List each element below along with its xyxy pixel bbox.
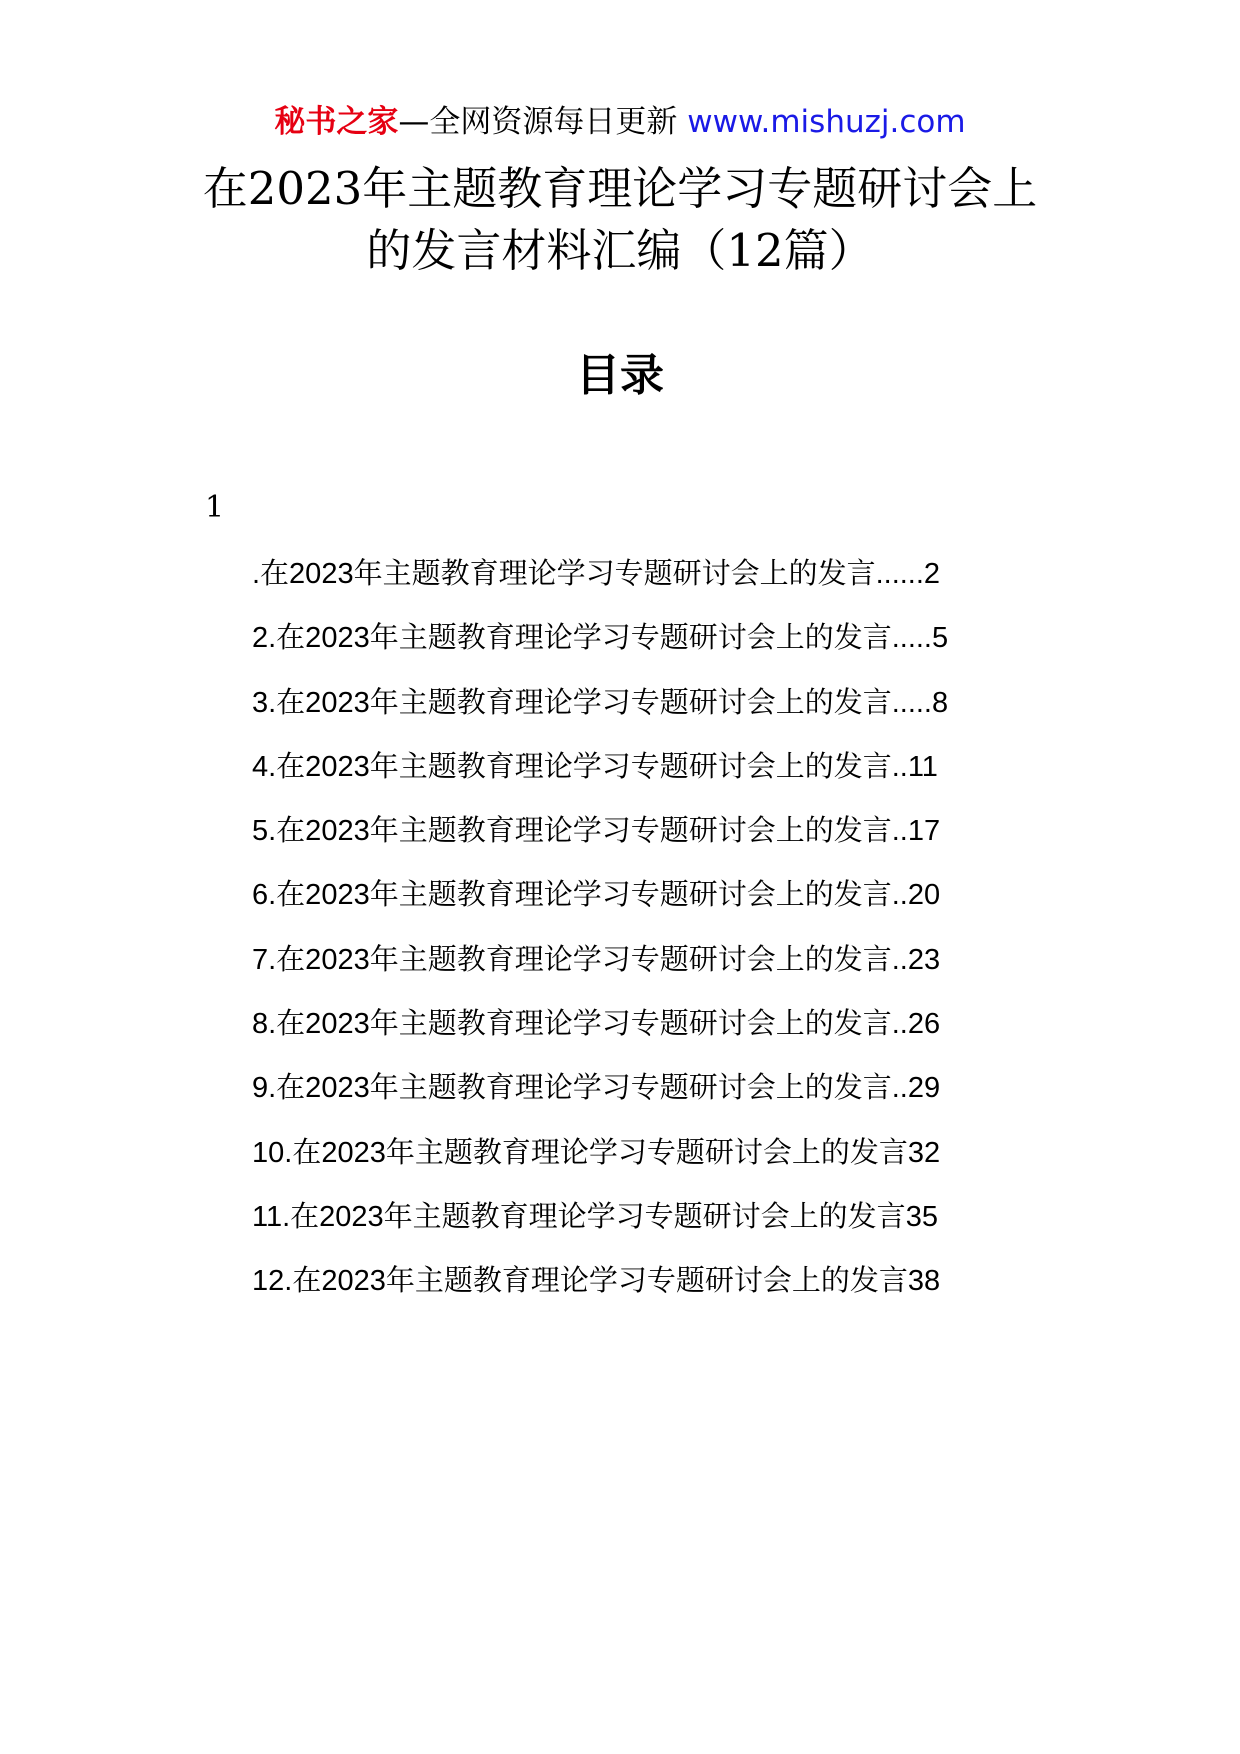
toc-entry-5[interactable] bbox=[252, 811, 1047, 875]
toc-entry-6[interactable] bbox=[252, 875, 1047, 939]
toc-entry-page: 20 bbox=[907, 879, 941, 912]
toc-heading: 目录 bbox=[576, 350, 664, 401]
toc-entry-8[interactable] bbox=[252, 1004, 1047, 1068]
toc-entry-leader: ..... bbox=[891, 622, 932, 655]
site-brand-name: 秘书之家 bbox=[274, 104, 399, 140]
toc-entry-label: 8.在2023年主题教育理论学习专题研讨会上的发言 bbox=[252, 1008, 892, 1041]
toc-entry-2[interactable] bbox=[252, 618, 1047, 682]
toc-entry-leader: .. bbox=[891, 815, 908, 848]
toc-entry-leader: ..... bbox=[891, 686, 932, 719]
toc-entry-leader: .. bbox=[891, 1072, 908, 1105]
toc-entry-leader: .. bbox=[891, 750, 908, 783]
toc-entry-12[interactable] bbox=[252, 1261, 1047, 1325]
document-title-line-2: 的发言材料汇编（12篇） bbox=[366, 224, 874, 277]
toc-entry-3[interactable] bbox=[252, 683, 1047, 747]
toc-entry-page: 29 bbox=[907, 1072, 941, 1105]
document-title bbox=[150, 158, 1090, 282]
toc-entry-label: 10.在2023年主题教育理论学习专题研讨会上的发言 bbox=[252, 1136, 908, 1169]
toc-entry-page: 5 bbox=[932, 622, 949, 655]
toc-entry-label: .在2023年主题教育理论学习专题研讨会上的发言 bbox=[252, 558, 876, 590]
toc-entry-label: 5.在2023年主题教育理论学习专题研讨会上的发言 bbox=[252, 815, 892, 848]
toc-entry-page: 17 bbox=[907, 815, 941, 848]
toc-entry-1[interactable] bbox=[252, 554, 1047, 618]
toc-entry-page: 23 bbox=[907, 943, 941, 976]
toc-entry-label: 12.在2023年主题教育理论学习专题研讨会上的发言 bbox=[252, 1265, 908, 1298]
toc-entry-page: 8 bbox=[932, 686, 949, 719]
toc-entry-label: 3.在2023年主题教育理论学习专题研讨会上的发言 bbox=[252, 686, 892, 719]
toc-entry-leader: ...... bbox=[875, 558, 924, 590]
site-url-link[interactable]: www.mishuzj.com bbox=[687, 104, 966, 140]
toc-entry-label: 9.在2023年主题教育理论学习专题研讨会上的发言 bbox=[252, 1072, 892, 1105]
toc-entry-page: 26 bbox=[907, 1008, 941, 1041]
toc-entry-page: 38 bbox=[907, 1265, 941, 1298]
toc-entry-label: 4.在2023年主题教育理论学习专题研讨会上的发言 bbox=[252, 750, 892, 783]
toc-entry-leader: .. bbox=[891, 879, 908, 912]
toc-entry-label: 2.在2023年主题教育理论学习专题研讨会上的发言 bbox=[252, 622, 892, 655]
toc-entry-page: 32 bbox=[907, 1136, 941, 1169]
toc-entry-7[interactable] bbox=[252, 940, 1047, 1004]
document-title-line-1: 在2023年主题教育理论学习专题研讨会上 bbox=[202, 162, 1038, 215]
toc-lead-number: 1 bbox=[205, 490, 225, 525]
site-banner bbox=[0, 100, 1240, 144]
toc-entry-11[interactable] bbox=[252, 1197, 1047, 1261]
toc-entry-leader: .. bbox=[891, 1008, 908, 1041]
toc-entry-page: 11 bbox=[907, 750, 938, 783]
toc-entry-leader: .. bbox=[891, 943, 908, 976]
toc-entry-4[interactable] bbox=[252, 747, 1047, 811]
toc-entry-label: 6.在2023年主题教育理论学习专题研讨会上的发言 bbox=[252, 879, 892, 912]
table-of-contents bbox=[252, 554, 1047, 1326]
toc-entry-10[interactable] bbox=[252, 1133, 1047, 1197]
toc-entry-label: 11.在2023年主题教育理论学习专题研讨会上的发言 bbox=[252, 1200, 906, 1233]
toc-entry-page: 2 bbox=[923, 558, 941, 590]
toc-entry-9[interactable] bbox=[252, 1068, 1047, 1132]
toc-entry-page: 35 bbox=[905, 1200, 938, 1233]
site-slogan: —全网资源每日更新 bbox=[398, 104, 678, 140]
toc-entry-label: 7.在2023年主题教育理论学习专题研讨会上的发言 bbox=[252, 943, 892, 976]
